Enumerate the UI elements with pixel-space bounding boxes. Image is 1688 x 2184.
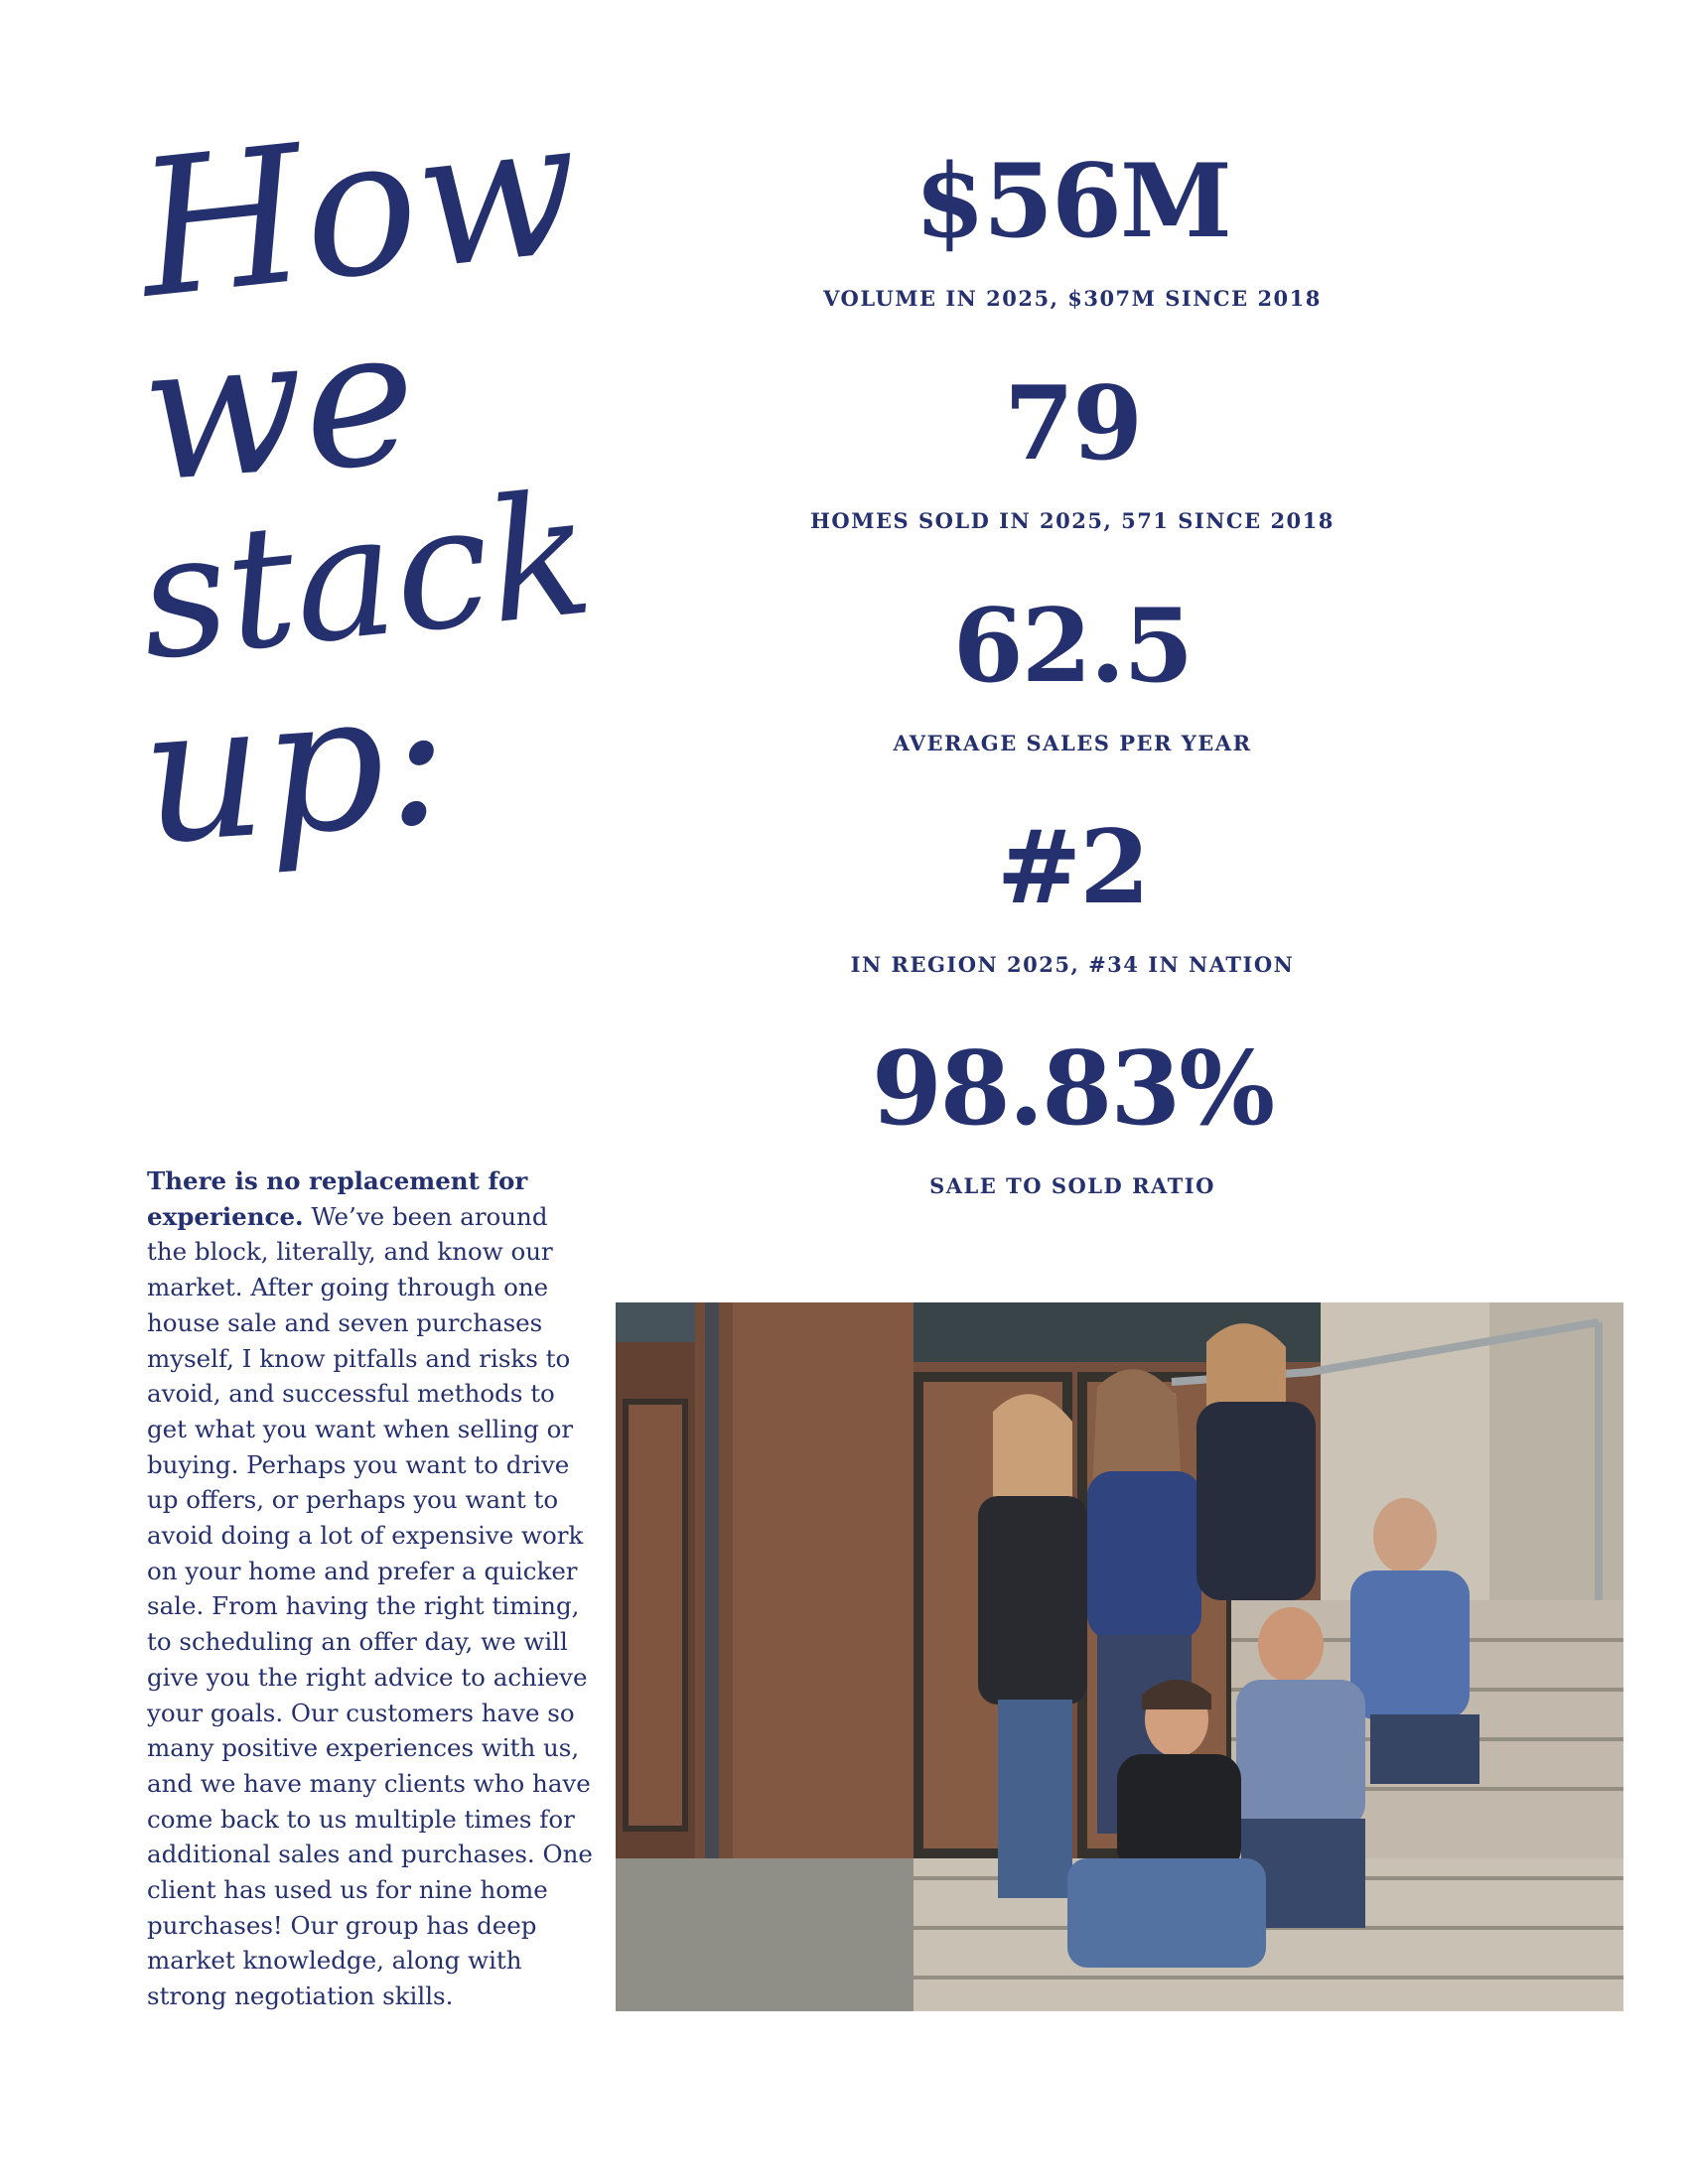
stat-volume <box>774 142 1370 311</box>
stat-caption: IN REGION 2025, #34 IN NATION <box>850 952 1295 977</box>
headline-line-1: How <box>128 75 589 341</box>
headline <box>128 75 703 961</box>
team-photo-illustration <box>616 1302 1623 2011</box>
headline-line-2: we <box>134 286 423 524</box>
stat-value: #2 <box>996 808 1149 927</box>
team-photo <box>616 1302 1623 2011</box>
headline-line-3: stack <box>130 456 601 699</box>
stat-caption: AVERAGE SALES PER YEAR <box>893 731 1252 755</box>
body-paragraph <box>147 1163 594 2014</box>
stat-value: $56M <box>914 142 1230 261</box>
stat-value: 98.83% <box>871 1029 1274 1149</box>
stat-caption: SALE TO SOLD RATIO <box>929 1173 1215 1198</box>
stat-homes-sold <box>774 364 1370 533</box>
headline-line-4: up: <box>134 645 456 887</box>
body-text: We’ve been around the block, literally, and know our market. After going through one house sale and seven purchases myself, I know pitfalls and risks to avoid, and successful methods to get what you want when selling or buying. Perhaps you want to drive up offers, or perhaps you want to avoid doing a lot of expensive work on your home and prefer a quicker sale. From having the right timing, to scheduling an offer day, we will give you the right advice to achieve your goals. Our customers have so many positive experiences with us, and we have many clients who have come back to us multiple times for additional sales and purchases. One client has used us for nine home purchases! Our group has deep market knowledge, along with strong negotiation skills. <box>147 1201 593 2011</box>
stat-value: 62.5 <box>952 587 1193 706</box>
stat-average-sales <box>774 587 1370 755</box>
headline-script <box>128 75 703 961</box>
stat-value: 79 <box>1004 364 1141 483</box>
stat-caption: HOMES SOLD IN 2025, 571 SINCE 2018 <box>810 508 1335 533</box>
stat-sale-ratio <box>774 1029 1370 1198</box>
stat-caption: VOLUME IN 2025, $307M SINCE 2018 <box>823 286 1322 311</box>
body-lead: There is no replacement for experience. <box>147 1166 528 1231</box>
stat-ranking <box>774 808 1370 977</box>
